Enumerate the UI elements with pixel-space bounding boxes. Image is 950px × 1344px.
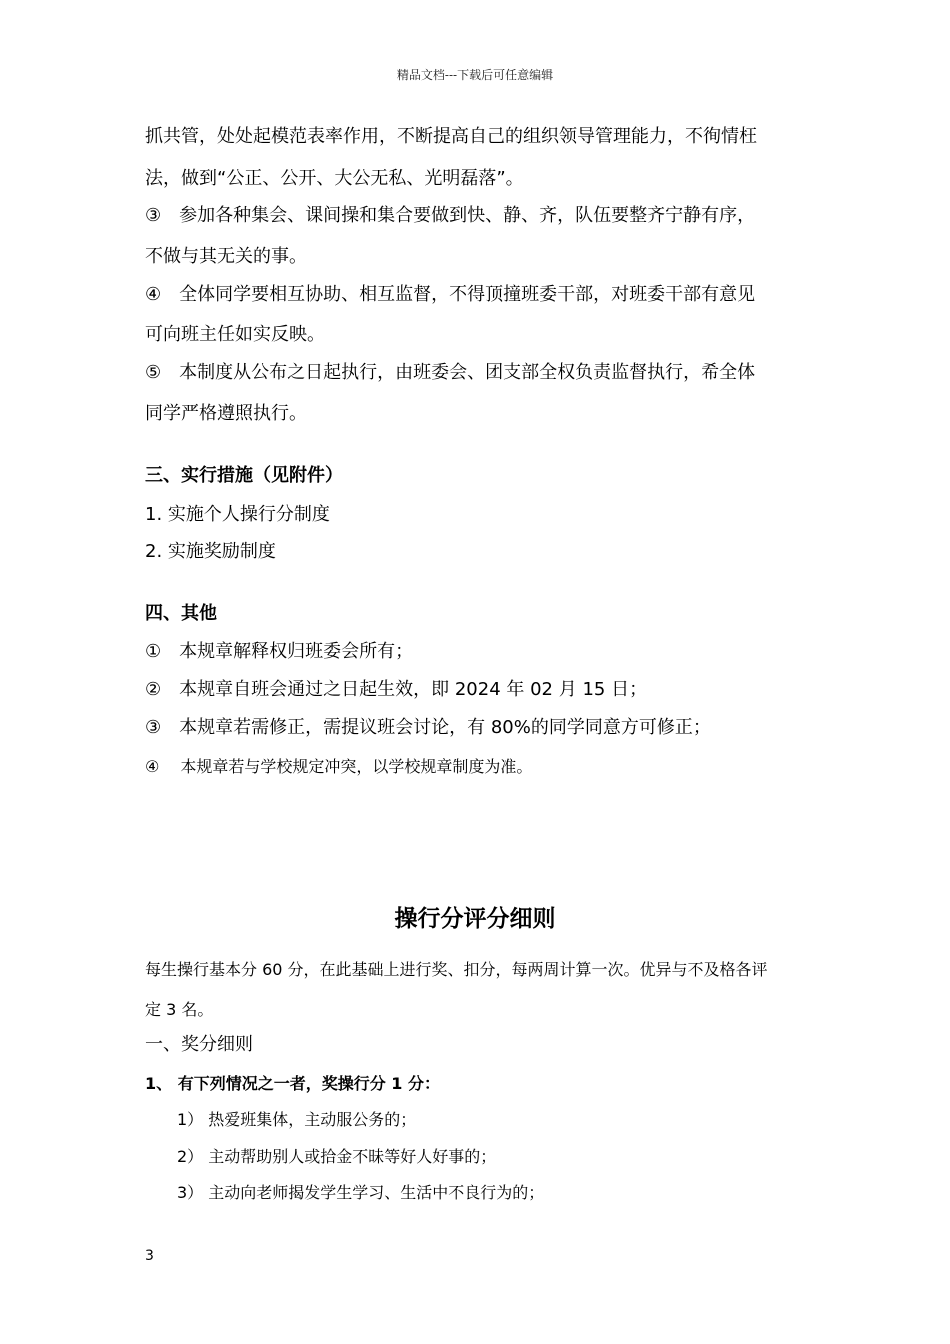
list-item: 3） 主动向老师揭发学生学习、生活中不良行为的； [177, 1183, 545, 1202]
list-item: 1） 热爱班集体，主动服公务的； [177, 1110, 417, 1129]
paragraph-line: 法，做到“公正、公开、大公无私、光明磊落”。 [145, 168, 524, 189]
list-item: ③ 参加各种集会、课间操和集合要做到快、静、齐，队伍要整齐宁静有序， [145, 205, 756, 226]
section-heading: 一、奖分细则 [145, 1034, 253, 1055]
list-item: 2） 主动帮助别人或拾金不昧等好人好事的； [177, 1147, 497, 1166]
section-heading: 四、其他 [145, 603, 217, 624]
section-heading: 三、实行措施（见附件） [145, 465, 343, 486]
paragraph-line: 同学严格遵照执行。 [145, 403, 307, 424]
paragraph-line: 可向班主任如实反映。 [145, 324, 325, 345]
paragraph-line: 每生操行基本分 60 分，在此基础上进行奖、扣分，每两周计算一次。优异与不及格各评 [145, 960, 768, 979]
list-item: ④ 全体同学要相互协助、相互监督，不得顶撞班委干部，对班委干部有意见 [145, 284, 756, 305]
list-item: 2. 实施奖励制度 [145, 541, 276, 562]
page-header: 精品文档---下载后可任意编辑 [396, 68, 554, 82]
list-item: ① 本规章解释权归班委会所有； [145, 641, 414, 662]
document-title: 操行分评分细则 [394, 906, 556, 932]
item-heading: 1、 有下列情况之一者，奖操行分 1 分： [145, 1074, 440, 1093]
list-item: 1. 实施个人操行分制度 [145, 504, 330, 525]
list-item: ③ 本规章若需修正，需提议班会讨论，有 80%的同学同意方可修正； [145, 717, 711, 738]
list-item: ④ 本规章若与学校规定冲突，以学校规章制度为准。 [145, 757, 533, 776]
paragraph-line: 不做与其无关的事。 [145, 246, 307, 267]
paragraph-line: 抓共管，处处起模范表率作用，不断提高自己的组织领导管理能力，不徇情枉 [145, 126, 757, 147]
paragraph-line: 定 3 名。 [145, 1000, 214, 1019]
list-item: ② 本规章自班会通过之日起生效，即 2024 年 02 月 15 日； [145, 679, 648, 700]
page-number: 3 [145, 1248, 154, 1264]
list-item: ⑤ 本制度从公布之日起执行，由班委会、团支部全权负责监督执行，希全体 [145, 362, 756, 383]
